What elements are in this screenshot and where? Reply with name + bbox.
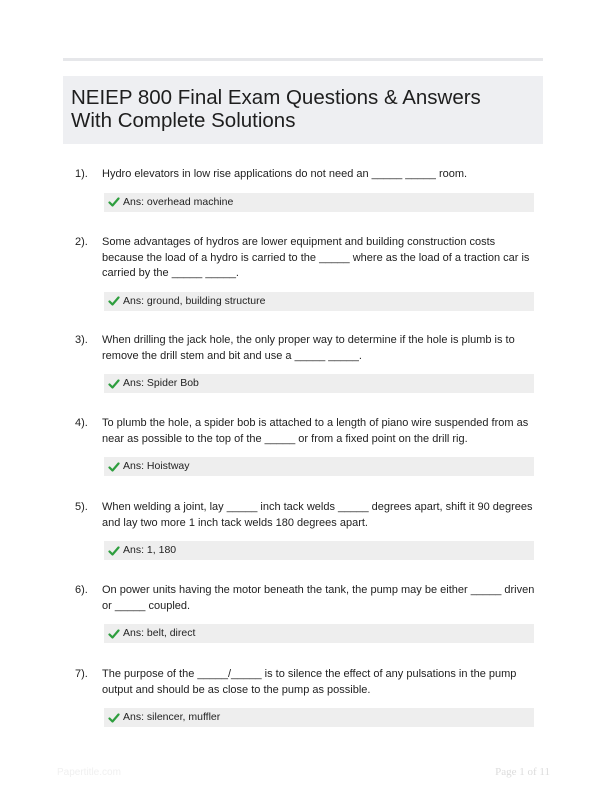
question-text: Hydro elevators in low rise applications do not need an _____ _____ room. <box>102 168 468 180</box>
question-number: 1). <box>75 168 88 180</box>
question-text: Some advantages of hydros are lower equipment and building construction costs because the load of a hydro is carried to the _____ where as the load of a traction car is carried by the _____ _____. <box>102 236 530 279</box>
question-item <box>75 416 535 476</box>
answer-box <box>104 624 534 643</box>
document-title-box <box>63 76 543 144</box>
question-item <box>75 500 535 560</box>
question-text: On power units having the motor beneath the tank, the pump may be either _____ driven or _____ coupled. <box>102 584 535 612</box>
check-icon <box>108 628 120 640</box>
answer-text: Ans: silencer, muffler <box>123 711 221 723</box>
question-text: When welding a joint, lay _____ inch tack welds _____ degrees apart, shift it 90 degrees and lay two more 1 inch tack welds 180 degrees apart. <box>102 501 533 529</box>
check-icon <box>108 545 120 557</box>
check-icon <box>108 295 120 307</box>
question-item <box>75 235 535 311</box>
answer-box <box>104 541 534 560</box>
answer-box <box>104 292 534 311</box>
top-divider <box>63 58 543 61</box>
question-number: 5). <box>75 501 88 513</box>
answer-box <box>104 708 534 727</box>
question-number: 3). <box>75 334 88 346</box>
footer-watermark: Papertitle.com <box>57 767 121 778</box>
check-icon <box>108 196 120 208</box>
question-text: To plumb the hole, a spider bob is attached to a length of piano wire suspended from as near as possible to the top of the _____ or from a fixed point on the drill rig. <box>102 417 529 445</box>
question-number: 6). <box>75 584 88 596</box>
question-text: The purpose of the _____/_____ is to silence the effect of any pulsations in the pump output and should be as close to the pump as possible. <box>102 668 517 696</box>
title-line-1: NEIEP 800 Final Exam Questions & Answers <box>71 86 481 109</box>
question-item <box>75 167 535 212</box>
answer-text: Ans: Hoistway <box>123 460 190 472</box>
check-icon <box>108 378 120 390</box>
title-line-2: With Complete Solutions <box>71 109 296 132</box>
question-item <box>75 583 535 643</box>
question-number: 4). <box>75 417 88 429</box>
answer-text: Ans: Spider Bob <box>123 377 199 389</box>
check-icon <box>108 712 120 724</box>
question-item <box>75 333 535 393</box>
answer-box <box>104 374 534 393</box>
question-item <box>75 667 535 727</box>
question-number: 2). <box>75 236 88 248</box>
question-text: When drilling the jack hole, the only proper way to determine if the hole is plumb is to remove the drill stem and bit and use a _____ _____. <box>102 334 515 362</box>
page-indicator: Page 1 of 11 <box>495 766 550 778</box>
answer-text: Ans: 1, 180 <box>123 544 177 556</box>
answer-box <box>104 457 534 476</box>
answer-box <box>104 193 534 212</box>
answer-text: Ans: ground, building structure <box>123 294 266 307</box>
answer-text: Ans: overhead machine <box>123 195 234 208</box>
question-number: 7). <box>75 668 88 680</box>
document-title <box>71 86 535 132</box>
answer-text: Ans: belt, direct <box>123 627 196 639</box>
check-icon <box>108 461 120 473</box>
